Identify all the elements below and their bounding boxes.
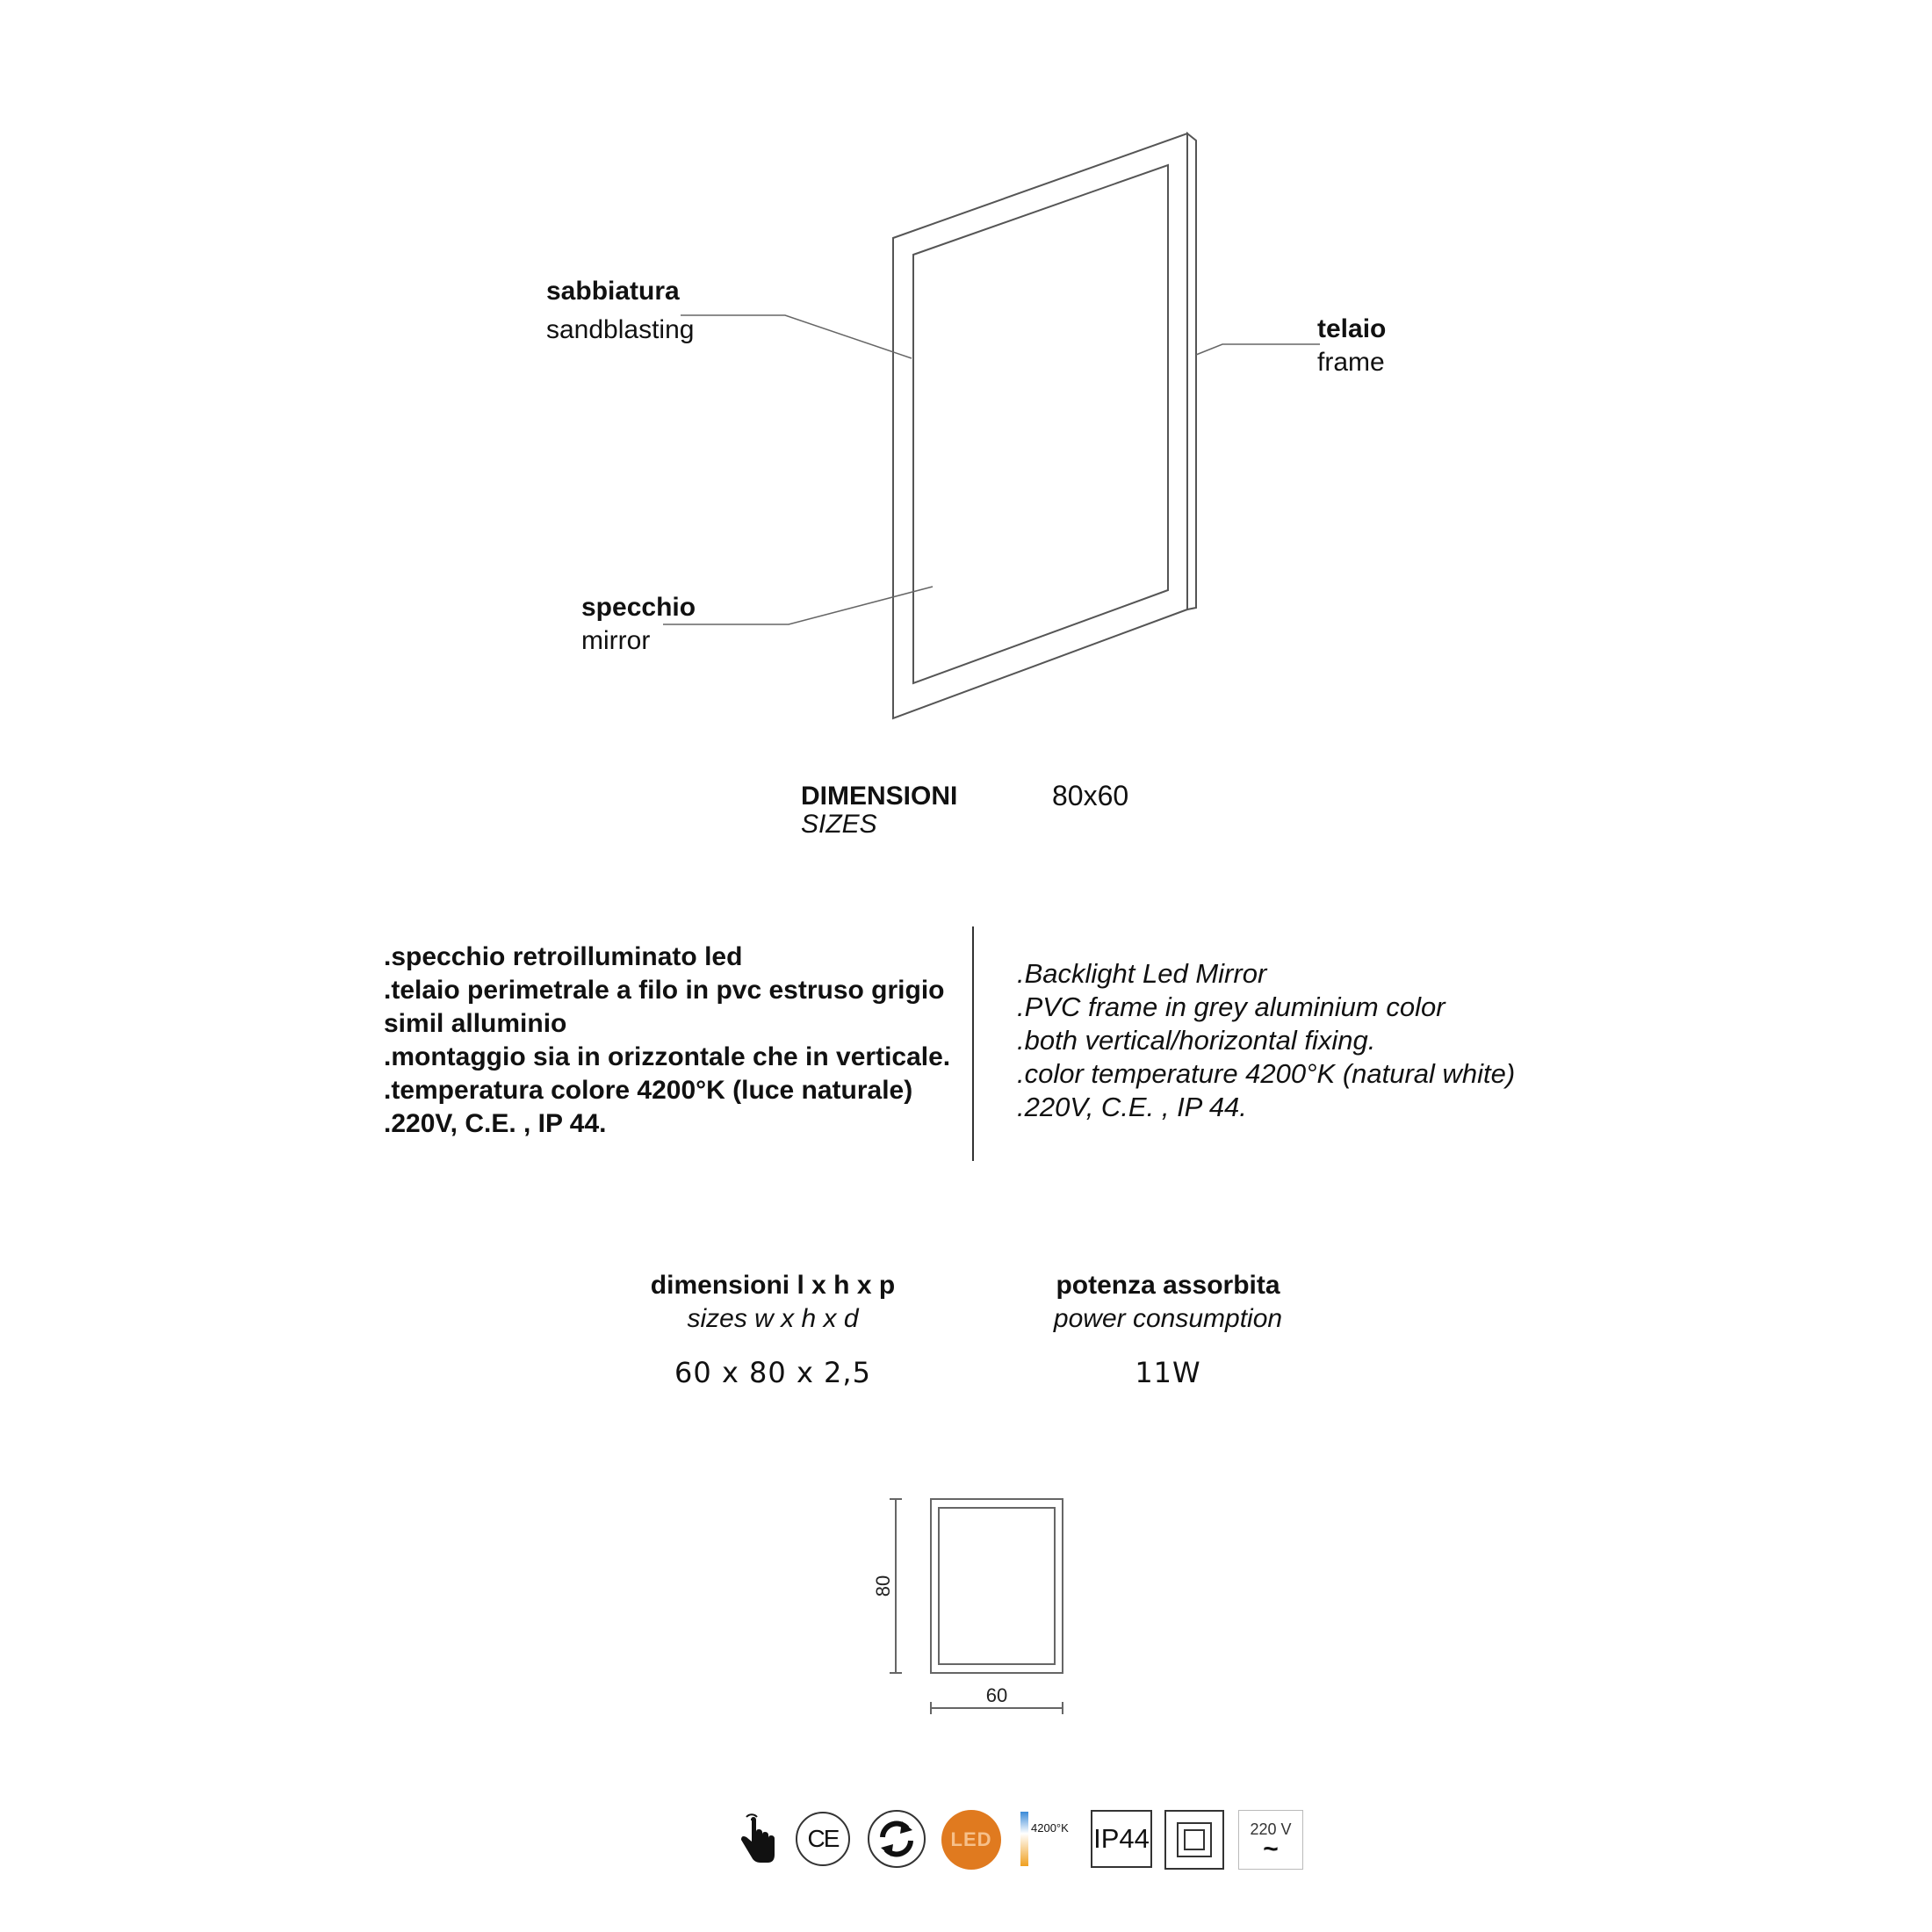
voltage-icon <box>1238 1810 1303 1870</box>
class-ii-icon <box>1164 1810 1224 1870</box>
leader-sandblasting <box>681 315 912 358</box>
power-label-it: potenza assorbita <box>1056 1271 1280 1300</box>
leader-frame <box>1196 344 1320 355</box>
voltage-text: 220 V <box>1250 1820 1292 1838</box>
callout-sandblasting-en: sandblasting <box>546 315 695 344</box>
specs-divider <box>972 926 974 1161</box>
specs-italian <box>384 941 981 1141</box>
led-icon-text: LED <box>950 1828 992 1850</box>
power-column <box>992 1270 1344 1390</box>
ac-symbol: ~ <box>1263 1834 1279 1864</box>
callout-sandblasting <box>546 276 694 346</box>
callout-mirror <box>581 592 696 657</box>
dimensions-heading <box>801 781 957 840</box>
color-temperature-text: 4200°K <box>1031 1820 1069 1835</box>
width-label: 60 <box>985 1684 1008 1706</box>
size-label-en: sizes w x h x d <box>687 1304 859 1333</box>
ce-mark-icon <box>796 1812 850 1866</box>
front-inner-rect <box>939 1508 1055 1664</box>
size-label-it: dimensioni l x h x p <box>650 1271 896 1300</box>
specs-english <box>1017 957 1667 1124</box>
rotate-icon <box>868 1810 926 1868</box>
spec-en-item: .PVC frame in grey aluminium color <box>1017 991 1445 1022</box>
callout-frame-en: frame <box>1317 348 1385 377</box>
dimensions-value: 80x60 <box>1052 780 1129 811</box>
led-icon <box>941 1810 1001 1870</box>
frame-back-outline <box>1187 133 1196 609</box>
power-value: 11W <box>1135 1356 1201 1389</box>
ce-mark-text: CE <box>807 1825 839 1853</box>
dimensions-label-en: SIZES <box>801 810 877 839</box>
temperature-gradient-bar <box>1020 1812 1028 1866</box>
mirror-inner-outline <box>913 165 1168 683</box>
callout-mirror-en: mirror <box>581 626 651 655</box>
spec-it-item: .specchio retroilluminato led <box>384 942 743 971</box>
ip44-text: IP44 <box>1093 1823 1150 1854</box>
size-column <box>597 1270 948 1390</box>
power-label-en: power consumption <box>1053 1304 1283 1333</box>
size-value: 60 x 80 x 2,5 <box>674 1356 871 1389</box>
mirror-outer-outline <box>893 133 1187 718</box>
leader-mirror <box>663 587 933 624</box>
front-outer-rect <box>931 1499 1063 1673</box>
color-temperature-icon <box>1020 1808 1084 1870</box>
callout-frame <box>1317 314 1386 378</box>
dimensions-label-it: DIMENSIONI <box>801 782 958 811</box>
ip44-icon <box>1091 1810 1152 1868</box>
height-label: 80 <box>872 1575 894 1597</box>
spec-it-item: .telaio perimetrale a filo in pvc estruso grigio <box>384 976 945 1005</box>
spec-en-item: .220V, C.E. , IP 44. <box>1017 1092 1247 1122</box>
spec-en-item: .both vertical/horizontal fixing. <box>1017 1025 1376 1056</box>
certification-icon-row <box>738 1805 1317 1875</box>
touch-hand-icon <box>738 1812 778 1868</box>
spec-it-item: .montaggio sia in orizzontale che in verticale. <box>384 1042 951 1071</box>
spec-it-item: simil alluminio <box>384 1009 567 1038</box>
spec-it-item: .temperatura colore 4200°K (luce naturale) <box>384 1076 913 1105</box>
callout-mirror-it: specchio <box>581 593 696 622</box>
spec-it-item: .220V, C.E. , IP 44. <box>384 1109 607 1138</box>
front-view-drawing <box>861 1484 1089 1730</box>
callout-sandblasting-it: sabbiatura <box>546 277 680 306</box>
callout-frame-it: telaio <box>1317 314 1387 343</box>
spec-en-item: .Backlight Led Mirror <box>1017 958 1267 989</box>
spec-en-item: .color temperature 4200°K (natural white) <box>1017 1058 1516 1089</box>
